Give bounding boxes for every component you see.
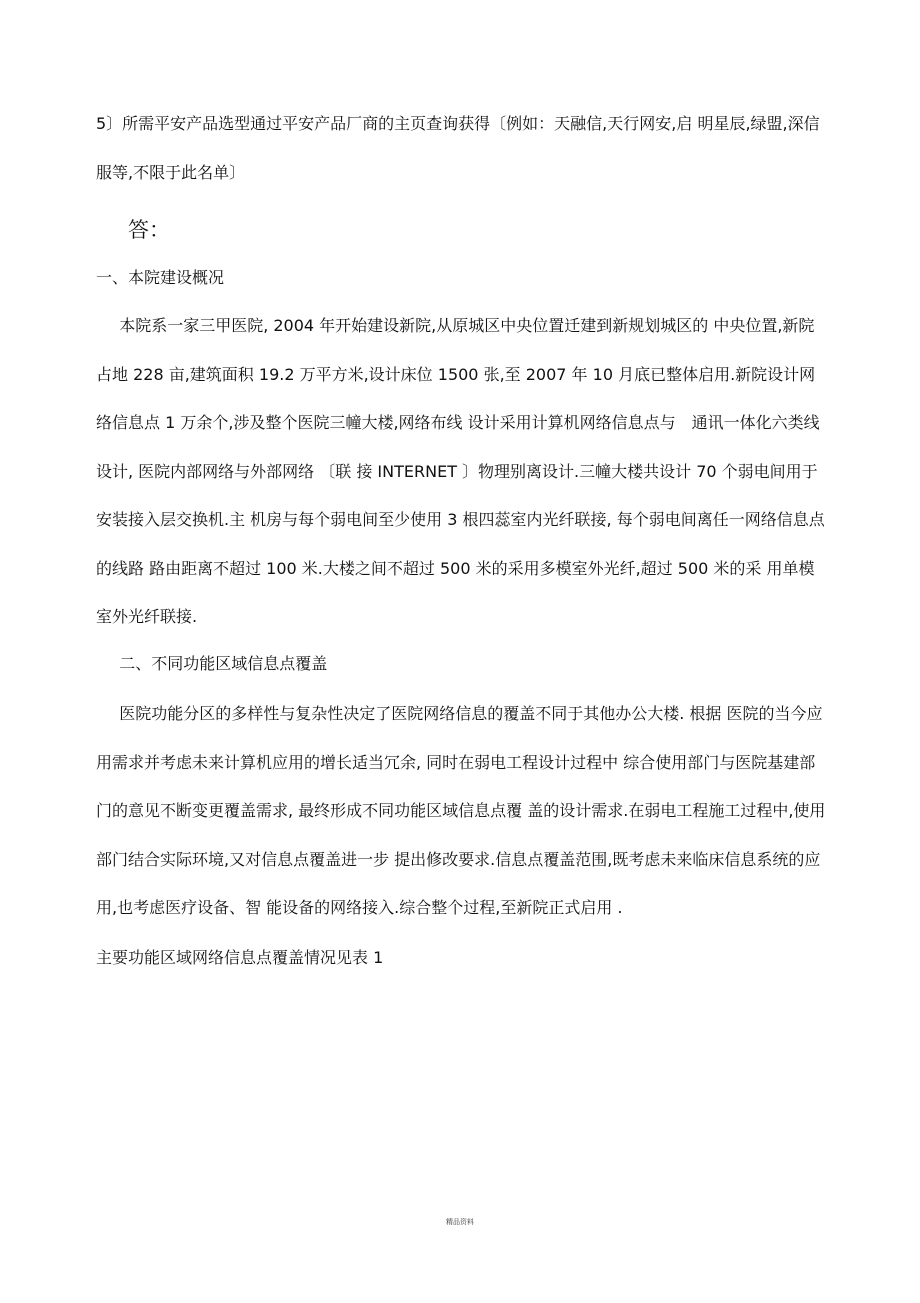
section-2-heading: 二、不同功能区域信息点覆盖 <box>119 654 328 673</box>
section-1-heading: 一、本院建设概况 <box>96 268 225 287</box>
answer-label: 答： <box>128 218 170 242</box>
table-reference: 主要功能区域网络信息点覆盖情况见表 1 <box>96 948 384 967</box>
intro-paragraph: 5〕所需平安产品选型通过平安产品厂商的主页查询获得〔例如：天融信,天行网安,启 明星辰,绿盟,深信服等,不限于此名单〕 <box>96 114 820 182</box>
section-2-body: 医院功能分区的多样性与复杂性决定了医院网络信息的覆盖不同于其他办公大楼. 根据 医院的当今应用需求并考虑未来计算机应用的增长适当冗余, 同时在弱电工程设计过程中 综合使用部门与医院基建部门的意见不断变更覆盖需求, 最终形成不同功能区域信息点覆 盖的设计需求.在弱电工程施工过程中,使用部门结合实际环境,又对信息点覆盖进一步 提出修改要求.信息点覆盖范围,既考虑未来临床信息系统的应用,也考虑医疗设备、智 能设备的网络接入.综合整个过程,至新院正式启用 . <box>96 704 826 917</box>
section-1-body: 本院系一家三甲医院, 2004 年开始建设新院,从原城区中央位置迁建到新规划城区的 中央位置,新院占地 228 亩,建筑面积 19.2 万平方米,设计床位 1500 张,至 2007 年 10 月底已整体启用.新院设计网络信息点 1 万余个,涉及整个医院三幢大楼,网络布线 设计采用计算机网络信息点与 通讯一体化六类线设计, 医院内部网络与外部网络 〔联 接 INTERNET 〕物理别离设计.三幢大楼共设计 70 个弱电间用于安装接入层交换机.主 机房与每个弱电间至少使用 3 根四蕊室内光纤联接, 每个弱电间离任一网络信息点的线路 路由距离不超过 100 米.大楼之间不超过 500 米的采用多模室外光纤,超过 500 米的采 用单模室外光纤联接. <box>96 316 825 626</box>
page-footer: 精品资料 <box>446 1218 474 1226</box>
